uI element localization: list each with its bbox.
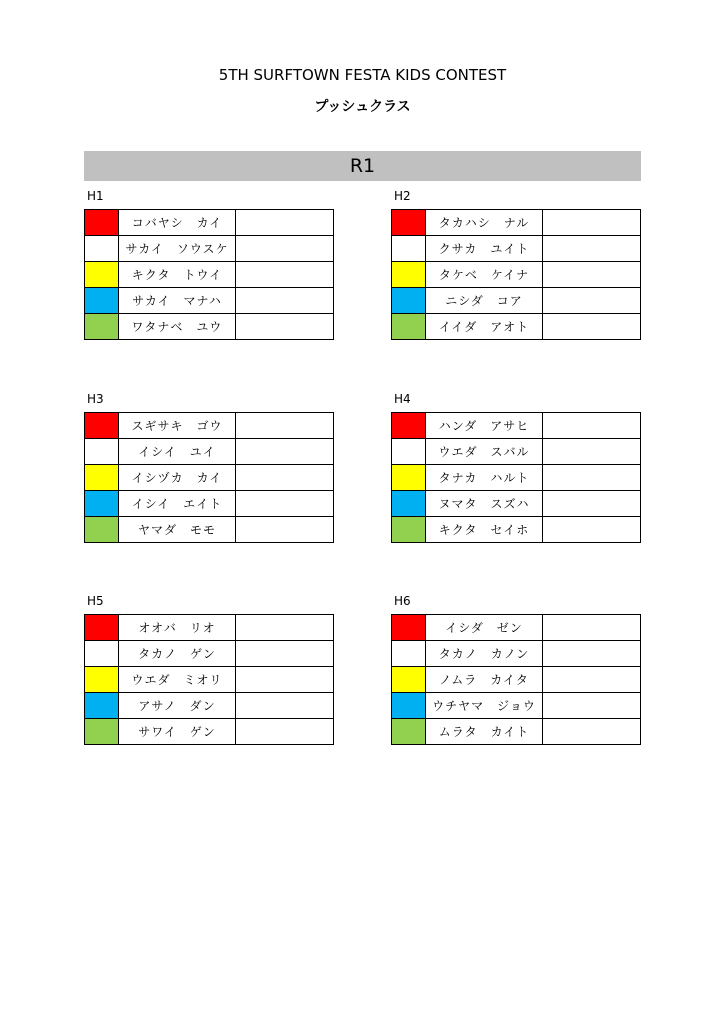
- jersey-color-yellow: [85, 262, 119, 288]
- jersey-color-white: [85, 439, 119, 465]
- table-row: [392, 465, 641, 491]
- surfer-name: ニシダ コア: [426, 288, 543, 314]
- jersey-color-green: [392, 314, 426, 340]
- surfer-name: イイダ アオト: [426, 314, 543, 340]
- jersey-color-blue: [85, 491, 119, 517]
- surfer-name: クサカ ユイト: [426, 236, 543, 262]
- surfer-name: ウエダ スバル: [426, 439, 543, 465]
- table-row: [85, 314, 334, 340]
- jersey-color-green: [85, 314, 119, 340]
- table-row: [392, 517, 641, 543]
- surfer-name: スギサキ ゴウ: [119, 413, 236, 439]
- heat-table: [84, 412, 334, 543]
- jersey-color-white: [85, 236, 119, 262]
- heat-table: [84, 614, 334, 745]
- round-header: R1: [84, 151, 641, 181]
- score-cell: [236, 465, 334, 491]
- table-row: [85, 210, 334, 236]
- surfer-name: オオバ リオ: [119, 615, 236, 641]
- score-cell: [543, 491, 641, 517]
- score-cell: [543, 615, 641, 641]
- surfer-name: イシイ ユイ: [119, 439, 236, 465]
- jersey-color-white: [392, 439, 426, 465]
- surfer-name: イシヅカ カイ: [119, 465, 236, 491]
- table-row: [85, 413, 334, 439]
- surfer-name: イシイ エイト: [119, 491, 236, 517]
- table-row: [392, 641, 641, 667]
- score-cell: [543, 314, 641, 340]
- jersey-color-blue: [85, 288, 119, 314]
- surfer-name: タケベ ケイナ: [426, 262, 543, 288]
- surfer-name: タカノ カノン: [426, 641, 543, 667]
- surfer-name: ノムラ カイタ: [426, 667, 543, 693]
- score-cell: [236, 517, 334, 543]
- jersey-color-white: [392, 641, 426, 667]
- jersey-color-blue: [392, 693, 426, 719]
- score-cell: [236, 491, 334, 517]
- score-cell: [236, 262, 334, 288]
- jersey-color-white: [392, 236, 426, 262]
- surfer-name: アサノ ダン: [119, 693, 236, 719]
- table-row: [392, 439, 641, 465]
- score-cell: [236, 439, 334, 465]
- heat-label: H1: [87, 189, 104, 203]
- jersey-color-blue: [392, 288, 426, 314]
- surfer-name: ヤマダ モモ: [119, 517, 236, 543]
- table-row: [392, 288, 641, 314]
- score-cell: [543, 439, 641, 465]
- score-cell: [236, 693, 334, 719]
- heat-label: H6: [394, 594, 411, 608]
- score-cell: [543, 719, 641, 745]
- score-cell: [236, 615, 334, 641]
- jersey-color-red: [85, 615, 119, 641]
- score-cell: [236, 314, 334, 340]
- score-cell: [236, 719, 334, 745]
- table-row: [392, 210, 641, 236]
- surfer-name: タカノ ゲン: [119, 641, 236, 667]
- score-cell: [543, 667, 641, 693]
- heat-table: [391, 209, 641, 340]
- score-cell: [543, 641, 641, 667]
- table-row: [85, 517, 334, 543]
- table-row: [392, 314, 641, 340]
- jersey-color-green: [392, 517, 426, 543]
- jersey-color-green: [85, 719, 119, 745]
- heat-label: H2: [394, 189, 411, 203]
- table-row: [392, 719, 641, 745]
- jersey-color-green: [392, 719, 426, 745]
- jersey-color-blue: [85, 693, 119, 719]
- heat-label: H4: [394, 392, 411, 406]
- score-cell: [543, 262, 641, 288]
- surfer-name: キクタ セイホ: [426, 517, 543, 543]
- surfer-name: サカイ マナハ: [119, 288, 236, 314]
- score-cell: [543, 413, 641, 439]
- table-row: [85, 615, 334, 641]
- score-cell: [543, 236, 641, 262]
- heat-label: H3: [87, 392, 104, 406]
- table-row: [392, 413, 641, 439]
- jersey-color-red: [392, 615, 426, 641]
- jersey-color-blue: [392, 491, 426, 517]
- score-cell: [236, 210, 334, 236]
- jersey-color-red: [392, 210, 426, 236]
- jersey-color-yellow: [392, 262, 426, 288]
- table-row: [85, 465, 334, 491]
- table-row: [392, 693, 641, 719]
- surfer-name: サワイ ゲン: [119, 719, 236, 745]
- surfer-name: タナカ ハルト: [426, 465, 543, 491]
- surfer-name: ワタナベ ユウ: [119, 314, 236, 340]
- heat-table: [391, 614, 641, 745]
- surfer-name: イシダ ゼン: [426, 615, 543, 641]
- heat-label: H5: [87, 594, 104, 608]
- table-row: [85, 288, 334, 314]
- jersey-color-red: [392, 413, 426, 439]
- table-row: [392, 667, 641, 693]
- score-cell: [543, 517, 641, 543]
- table-row: [85, 491, 334, 517]
- jersey-color-white: [85, 641, 119, 667]
- jersey-color-yellow: [85, 667, 119, 693]
- jersey-color-red: [85, 413, 119, 439]
- table-row: [85, 667, 334, 693]
- table-row: [85, 641, 334, 667]
- score-cell: [236, 236, 334, 262]
- surfer-name: タカハシ ナル: [426, 210, 543, 236]
- surfer-name: ハンダ アサヒ: [426, 413, 543, 439]
- table-row: [85, 236, 334, 262]
- surfer-name: ウエダ ミオリ: [119, 667, 236, 693]
- score-cell: [543, 693, 641, 719]
- surfer-name: サカイ ソウスケ: [119, 236, 236, 262]
- table-row: [392, 262, 641, 288]
- score-cell: [543, 288, 641, 314]
- surfer-name: ウチヤマ ジョウ: [426, 693, 543, 719]
- score-cell: [236, 413, 334, 439]
- surfer-name: ヌマタ スズハ: [426, 491, 543, 517]
- score-cell: [236, 288, 334, 314]
- class-title: プッシュクラス: [314, 99, 411, 115]
- heat-table: [84, 209, 334, 340]
- jersey-color-yellow: [85, 465, 119, 491]
- score-cell: [236, 641, 334, 667]
- heat-table: [391, 412, 641, 543]
- table-row: [85, 439, 334, 465]
- table-row: [392, 236, 641, 262]
- table-row: [392, 491, 641, 517]
- table-row: [85, 693, 334, 719]
- contest-title: 5TH SURFTOWN FESTA KIDS CONTEST: [218, 66, 507, 84]
- jersey-color-green: [85, 517, 119, 543]
- score-cell: [543, 465, 641, 491]
- surfer-name: コバヤシ カイ: [119, 210, 236, 236]
- score-cell: [543, 210, 641, 236]
- surfer-name: キクタ トウイ: [119, 262, 236, 288]
- jersey-color-yellow: [392, 667, 426, 693]
- surfer-name: ムラタ カイト: [426, 719, 543, 745]
- table-row: [85, 719, 334, 745]
- jersey-color-yellow: [392, 465, 426, 491]
- table-row: [85, 262, 334, 288]
- jersey-color-red: [85, 210, 119, 236]
- table-row: [392, 615, 641, 641]
- score-cell: [236, 667, 334, 693]
